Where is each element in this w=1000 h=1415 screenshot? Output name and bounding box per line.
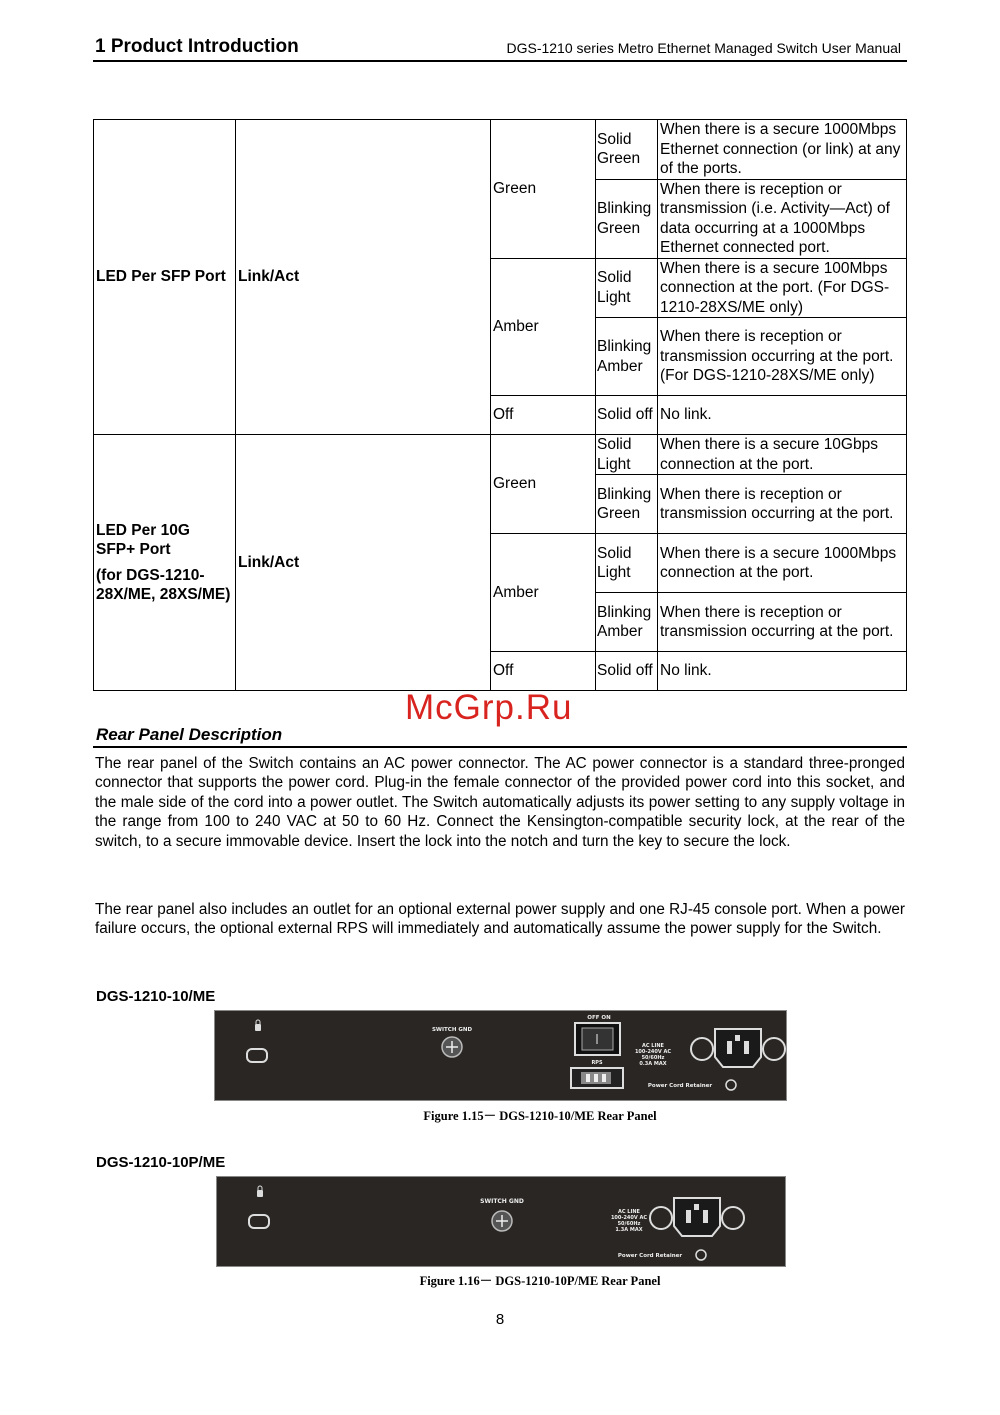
sfp-plus-amber-color: Amber <box>491 534 596 652</box>
led-table <box>93 119 907 691</box>
sfp-plus-off-desc: No link. <box>658 652 907 691</box>
sfp-green-blink-state: Blinking Green <box>596 179 658 258</box>
sfp-green-color: Green <box>491 120 596 259</box>
svg-text:100-240V AC: 100-240V AC <box>610 1215 648 1221</box>
figure-caption-2: Figure 1.16－ DGS-1210-10P/ME Rear Panel <box>419 1274 661 1288</box>
rear-panel-image-10pme <box>216 1176 786 1267</box>
sfp-plus-function: Link/Act <box>236 435 491 691</box>
sfp-green-solid-desc: When there is a secure 1000Mbps Ethernet connection (or link) at any of the ports. <box>658 120 907 180</box>
sfp-green-blink-desc: When there is reception or transmission (i.e. Activity—Act) of data occurring at a 1000Mbps Ethernet connected port. <box>658 179 907 258</box>
sfp-plus-green-color: Green <box>491 435 596 534</box>
sfp-plus-off-state: Solid off <box>596 652 658 691</box>
sfp-plus-amber-solid-desc: When there is a secure 1000Mbps connection at the port. <box>658 534 907 593</box>
svg-text:Power Cord Retainer: Power Cord Retainer <box>617 1253 683 1259</box>
sfp-amber-color: Amber <box>491 258 596 396</box>
sfp-plus-green-blink-state: Blinking Green <box>596 475 658 534</box>
figure-model-1: DGS-1210-10/ME <box>96 988 216 1005</box>
section-title <box>93 723 907 748</box>
sfp-plus-amber-solid-state: Solid Light <box>596 534 658 593</box>
svg-text:SWITCH GND: SWITCH GND <box>480 1198 524 1205</box>
sfp-plus-amber-blink-state: Blinking Amber <box>596 593 658 652</box>
rps-connector-icon <box>571 1068 623 1088</box>
svg-text:OFF ON: OFF ON <box>587 1015 611 1021</box>
chapter-title: 1 Product Introduction <box>95 36 299 57</box>
svg-text:RPS: RPS <box>591 1060 603 1066</box>
figure-caption-1: Figure 1.15－ DGS-1210-10/ME Rear Panel <box>423 1109 657 1123</box>
svg-text:AC LINE: AC LINE <box>618 1209 640 1215</box>
rear-panel-image-10me <box>214 1010 787 1101</box>
sfp-amber-blink-desc: When there is reception or transmission occurring at the port. (For DGS-1210-28XS/ME only) <box>658 318 907 396</box>
svg-text:1.3A MAX: 1.3A MAX <box>615 1227 643 1233</box>
sfp-plus-green-blink-desc: When there is reception or transmission occurring at the port. <box>658 475 907 534</box>
sfp-amber-blink-state: Blinking Amber <box>596 318 658 396</box>
manual-title: DGS-1210 series Metro Ethernet Managed Switch User Manual <box>506 40 901 56</box>
svg-text:0.3A MAX: 0.3A MAX <box>639 1061 667 1067</box>
sfp-plus-led-cell <box>94 435 236 691</box>
sfp-amber-solid-desc: When there is a secure 100Mbps connection at the port. (For DGS-1210-28XS/ME only) <box>658 258 907 318</box>
sfp-plus-led-note: (for DGS-1210-28X/ME, 28XS/ME) <box>96 566 231 603</box>
sfp-green-solid-state: Solid Green <box>596 120 658 180</box>
svg-text:50/60Hz: 50/60Hz <box>641 1055 665 1061</box>
svg-text:AC LINE: AC LINE <box>642 1043 664 1049</box>
svg-text:SWITCH GND: SWITCH GND <box>431 1027 473 1033</box>
svg-text:100-240V AC: 100-240V AC <box>634 1049 672 1055</box>
rear-panel-paragraph-2: The rear panel also includes an outlet for an optional external power supply and one RJ-45 console port. When a power failure occurs, the optional external RPS will immediately and automatically assume the power supply for the Switch. <box>95 901 905 938</box>
svg-text:Power Cord Retainer: Power Cord Retainer <box>647 1083 713 1089</box>
power-switch-icon <box>575 1023 620 1055</box>
sfp-led-name: LED Per SFP Port <box>94 120 236 435</box>
switch-gnd-icon <box>492 1211 512 1231</box>
sfp-plus-green-solid-desc: When there is a secure 10Gbps connection at the port. <box>658 435 907 475</box>
sfp-plus-amber-blink-desc: When there is reception or transmission occurring at the port. <box>658 593 907 652</box>
page-number: 8 <box>495 1311 505 1328</box>
sfp-plus-green-solid-state: Solid Light <box>596 435 658 475</box>
sfp-amber-solid-state: Solid Light <box>596 258 658 318</box>
page-header <box>93 36 907 62</box>
switch-gnd-icon <box>442 1037 462 1057</box>
rear-panel-paragraph-1: The rear panel of the Switch contains an AC power connector. The AC power connector is a standard three-pronged connector that supports the power cord. Plug-in the female connector of the provided power cord into this socket, and the male side of the cord into a power outlet. The Switch automatically adjusts its power setting to any supply voltage in the range from 100 to 240 VAC at 50 to 60 Hz. Connect the Kensington-compatible security lock, at the rear of the switch, to a secure immovable device. Insert the lock into the notch and turn the key to secure the lock. <box>95 755 905 850</box>
watermark: McGrp.Ru <box>405 688 573 727</box>
svg-text:50/60Hz: 50/60Hz <box>617 1221 641 1227</box>
sfp-plus-led-name: LED Per 10G SFP+ Port <box>96 521 190 558</box>
figure-model-2: DGS-1210-10P/ME <box>96 1154 226 1171</box>
sfp-off-desc: No link. <box>658 396 907 435</box>
sfp-off-color: Off <box>491 396 596 435</box>
sfp-off-state: Solid off <box>596 396 658 435</box>
section-title-text: Rear Panel Description <box>96 725 283 744</box>
sfp-plus-off-color: Off <box>491 652 596 691</box>
sfp-function: Link/Act <box>236 120 491 435</box>
